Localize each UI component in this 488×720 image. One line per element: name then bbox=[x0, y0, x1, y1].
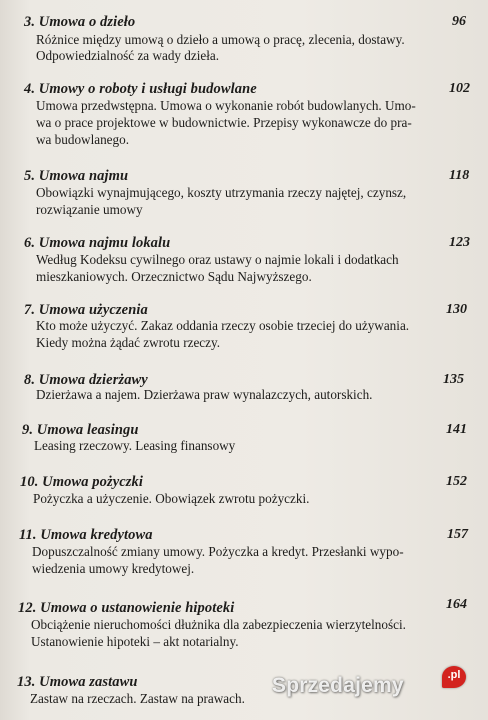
entry-description-line: mieszkaniowych. Orzecznictwo Sądu Najwyższego. bbox=[36, 269, 312, 284]
entry-heading: 10. Umowa pożyczki bbox=[20, 474, 144, 490]
entry-page-number: 135 bbox=[443, 372, 464, 387]
entry-description-line: Kto może użyczyć. Zakaz oddania rzeczy osobie trzeciej do używania. bbox=[36, 318, 410, 333]
entry-heading: 4. Umowy o roboty i usługi budowlane bbox=[24, 81, 257, 97]
entry-page-number: 130 bbox=[446, 302, 467, 317]
entry-heading: 9. Umowa leasingu bbox=[22, 422, 139, 438]
entry-heading: 7. Umowa użyczenia bbox=[24, 302, 148, 318]
entry-description-line: Dopuszczalność zmiany umowy. Pożyczka a kredyt. Przesłanki wypo- bbox=[32, 544, 404, 559]
entry-description-line: wa o prace projektowe w budownictwie. Przepisy wykonawcze do pra- bbox=[36, 115, 412, 130]
entry-description-line: Dzierżawa a najem. Dzierżawa praw wynalazczych, autorskich. bbox=[36, 387, 373, 402]
watermark-badge-icon bbox=[442, 666, 466, 688]
entry-description-line: rozwiązanie umowy bbox=[36, 202, 143, 217]
entry-heading: 5. Umowa najmu bbox=[24, 168, 129, 184]
entry-description-line: Pożyczka a użyczenie. Obowiązek zwrotu pożyczki. bbox=[33, 491, 310, 506]
entry-heading: 11. Umowa kredytowa bbox=[19, 527, 153, 543]
entry-heading: 12. Umowa o ustanowienie hipoteki bbox=[18, 600, 235, 616]
entry-description-line: Różnice między umową o dzieło a umową o pracę, zlecenia, dostawy. bbox=[36, 32, 405, 47]
entry-description-line: wa budowlanego. bbox=[36, 132, 130, 147]
entry-description-line: Odpowiedzialność za wady dzieła. bbox=[36, 48, 220, 63]
entry-description-line: Kiedy można żądać zwrotu rzeczy. bbox=[36, 335, 221, 350]
entry-description-line: Ustanowienie hipoteki – akt notarialny. bbox=[31, 634, 239, 649]
entry-description-line: Według Kodeksu cywilnego oraz ustawy o najmie lokali i dodatkach bbox=[36, 252, 399, 267]
entry-page-number: 157 bbox=[447, 527, 468, 542]
entry-description-line: Leasing rzeczowy. Leasing finansowy bbox=[34, 438, 236, 453]
entry-page-number: 152 bbox=[446, 474, 467, 489]
entry-description-line: Obowiązki wynajmującego, koszty utrzymania rzeczy najętej, czynsz, bbox=[36, 185, 407, 200]
entry-page-number: 164 bbox=[446, 597, 467, 612]
watermark-badge-label: .pl bbox=[447, 669, 461, 681]
entry-heading: 6. Umowa najmu lokalu bbox=[24, 235, 171, 251]
entry-heading: 8. Umowa dzierżawy bbox=[24, 372, 148, 388]
entry-page-number: 96 bbox=[452, 14, 466, 29]
entry-page-number: 118 bbox=[449, 168, 470, 183]
entry-description-line: wiedzenia umowy kredytowej. bbox=[32, 561, 195, 576]
sprzedajemy-watermark: Sprzedajemy bbox=[272, 674, 404, 697]
entry-description-line: Umowa przedwstępna. Umowa o wykonanie robót budowlanych. Umo- bbox=[36, 98, 416, 113]
entry-heading: 13. Umowa zastawu bbox=[17, 674, 138, 690]
entry-heading: 3. Umowa o dzieło bbox=[24, 14, 136, 30]
entry-description-line: Zastaw na rzeczach. Zastaw na prawach. bbox=[30, 691, 245, 706]
entry-page-number: 123 bbox=[449, 235, 470, 250]
entry-page-number: 141 bbox=[446, 422, 467, 437]
entry-page-number: 102 bbox=[449, 81, 470, 96]
entry-description-line: Obciążenie nieruchomości dłużnika dla zabezpieczenia wierzytelności. bbox=[31, 617, 406, 632]
